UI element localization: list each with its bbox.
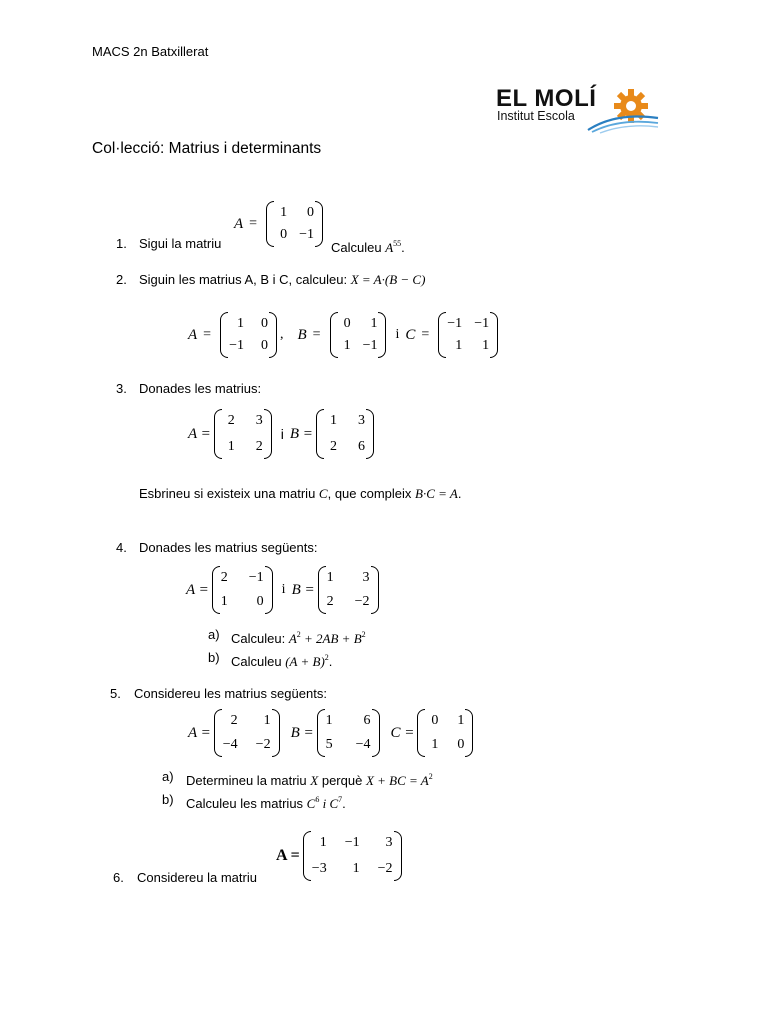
problem-1-number: 1. — [116, 236, 127, 251]
matrix-label: B — [297, 326, 307, 343]
conjunction: i — [280, 426, 284, 442]
problem-4a-text — [231, 627, 366, 647]
matrix-label: C — [405, 326, 416, 343]
matrix-cell: 1 — [263, 713, 271, 728]
matrix-b-grid — [316, 409, 374, 459]
matrix-cell: 6 — [357, 439, 365, 454]
matrix-cell: 6 — [363, 713, 371, 728]
problem-2-number: 2. — [116, 272, 127, 287]
subquestion-text: Determineu la matriu — [186, 773, 311, 788]
matrix-cell: 5 — [325, 737, 333, 752]
matrix-a-grid — [212, 566, 273, 614]
page-title: Col·lecció: Matrius i determinants — [92, 140, 322, 157]
problem-4b-text — [231, 650, 332, 670]
problem-2-text: Siguin les matrius A, B i C, calculeu: — [139, 272, 351, 287]
problem-5-text: Considereu les matrius següents: — [134, 686, 327, 701]
problem-5a-label: a) — [162, 769, 174, 784]
matrix-cell: −4 — [222, 737, 238, 752]
logo-subtitle: Institut Escola — [497, 109, 575, 123]
problem-1-text: Sigui la matriu — [139, 236, 222, 251]
matrix-label: A — [188, 326, 198, 343]
matrix-b-grid — [318, 566, 379, 614]
problem-3-number: 3. — [116, 381, 127, 396]
equals-sign: = — [203, 327, 212, 342]
problem-2-matrices — [188, 312, 501, 358]
ask-text: Calculeu — [331, 240, 382, 255]
matrix-a-grid — [214, 409, 272, 459]
formula-var: A — [385, 240, 394, 255]
matrix-c-grid — [438, 312, 498, 358]
conjunction: i — [395, 327, 400, 342]
matrix-cell: −1 — [299, 227, 314, 242]
problem-4b-label: b) — [208, 650, 220, 665]
matrix-cell: −2 — [354, 594, 370, 609]
matrix-a-grid — [220, 312, 277, 358]
formula-var: C — [306, 796, 316, 811]
matrix-cell: 1 — [319, 835, 327, 850]
matrix-cell: −1 — [229, 338, 244, 353]
matrix-a-grid — [214, 709, 280, 757]
matrix-cell: −1 — [362, 338, 378, 353]
problem-4a-label: a) — [208, 627, 220, 642]
matrix-cell: −1 — [447, 316, 463, 331]
matrix-label: A = — [276, 847, 300, 864]
matrix-cell: −3 — [311, 861, 327, 876]
problem-4-matrices — [186, 566, 382, 614]
matrix-cell: 1 — [326, 570, 334, 585]
exponent: 2 — [361, 630, 366, 639]
period: . — [328, 654, 333, 669]
matrix-cell: −1 — [474, 316, 490, 331]
matrix-c-grid — [417, 709, 473, 757]
matrix-cell: 1 — [352, 861, 360, 876]
problem-4-number: 4. — [116, 540, 127, 555]
matrix-label: A — [234, 215, 244, 232]
problem-5-number: 5. — [110, 686, 121, 701]
matrix-cell: −4 — [355, 737, 371, 752]
matrix-cell: −1 — [344, 835, 360, 850]
matrix-b-grid — [330, 312, 387, 358]
subquestion-text: Calculeu — [231, 654, 286, 669]
matrix-cell: 1 — [325, 713, 333, 728]
matrix-cell: 3 — [385, 835, 393, 850]
problem-1-matrix-a — [234, 202, 326, 246]
matrix-cell: 2 — [227, 413, 235, 428]
matrix-cell: −1 — [248, 570, 264, 585]
matrix-cell: 1 — [370, 316, 378, 331]
matrix-cell: 2 — [230, 713, 238, 728]
matrix-cell: 1 — [329, 413, 337, 428]
exponent: 2 — [296, 630, 301, 639]
period: . — [401, 240, 405, 255]
problem-3-question — [139, 486, 462, 502]
matrix-cell: 1 — [482, 338, 490, 353]
subquestion-text: Calculeu les matrius — [186, 796, 307, 811]
matrix-cell: 1 — [236, 316, 244, 331]
formula-part: i — [319, 796, 330, 811]
subquestion-text: Calculeu: — [231, 631, 289, 646]
wave-icon — [586, 110, 660, 134]
formula-var: X — [310, 773, 319, 788]
conjunction: i — [281, 582, 286, 597]
subquestion-text: perquè — [318, 773, 366, 788]
exponent: 2 — [324, 653, 329, 662]
matrix-cell: −2 — [377, 861, 393, 876]
formula-part: (A + B) — [285, 654, 325, 669]
matrix-cell: 1 — [455, 338, 463, 353]
exponent: 2 — [428, 772, 433, 781]
course-header: MACS 2n Batxillerat — [92, 44, 209, 59]
matrix-label: C = — [390, 724, 415, 741]
matrix-label: A = — [188, 724, 211, 741]
matrix-cell: 3 — [357, 413, 365, 428]
matrix-label: A = — [186, 581, 209, 598]
matrix-label: B = — [291, 581, 315, 598]
matrix-cell: 1 — [227, 439, 235, 454]
formula-part: X + BC = A — [365, 773, 429, 788]
matrix-cell: 0 — [280, 227, 288, 242]
matrix-cell: 0 — [260, 338, 268, 353]
problem-1-ask — [331, 236, 405, 256]
question-text: Esbrineu si existeix una matriu — [139, 486, 319, 501]
problem-3-matrices — [188, 408, 377, 460]
logo-name: EL MOLÍ — [496, 85, 597, 112]
matrix-b-grid — [317, 709, 380, 757]
question-text: , que compleix — [327, 486, 416, 501]
matrix-cell: 0 — [457, 737, 465, 752]
matrix-label: B = — [290, 724, 314, 741]
problem-5a-text — [186, 769, 433, 789]
matrix-grid — [303, 831, 402, 881]
matrix-cell: 2 — [220, 570, 228, 585]
matrix-cell: 2 — [329, 439, 337, 454]
matrix-cell: −2 — [255, 737, 271, 752]
matrix-grid — [266, 201, 323, 247]
matrix-cell: 0 — [256, 594, 264, 609]
formula-var: C — [318, 486, 328, 501]
exponent: 55 — [393, 239, 402, 248]
matrix-cell: 0 — [343, 316, 351, 331]
matrix-cell: 1 — [343, 338, 351, 353]
equals-sign: = — [421, 327, 430, 342]
matrix-cell: 2 — [326, 594, 334, 609]
exponent: 6 — [315, 795, 320, 804]
matrix-cell: 0 — [306, 205, 314, 220]
formula-part: A — [288, 631, 297, 646]
matrix-cell: 1 — [220, 594, 228, 609]
problem-5-matrices — [188, 708, 476, 758]
matrix-cell: 3 — [255, 413, 263, 428]
problem-6-text: Considereu la matriu — [137, 870, 257, 885]
problem-6-number: 6. — [113, 870, 124, 885]
formula-part: + 2AB + B — [300, 631, 362, 646]
matrix-cell: 0 — [431, 713, 439, 728]
formula: B·C = A — [415, 486, 458, 501]
problem-2-line — [139, 272, 425, 288]
problem-6-matrix-a — [276, 830, 405, 882]
matrix-cell: 3 — [362, 570, 370, 585]
matrix-cell: 2 — [255, 439, 263, 454]
matrix-label: B = — [289, 425, 313, 442]
problem-3-text: Donades les matrius: — [139, 381, 262, 396]
problem-2-formula: X = A·(B − C) — [350, 272, 426, 287]
comma: , — [279, 327, 284, 342]
matrix-cell: 1 — [280, 205, 288, 220]
exponent: 7 — [338, 795, 343, 804]
school-logo — [494, 84, 660, 134]
matrix-cell: 0 — [260, 316, 268, 331]
formula-var: C — [329, 796, 339, 811]
matrix-cell: 1 — [457, 713, 465, 728]
period: . — [457, 486, 462, 501]
problem-5b-label: b) — [162, 792, 174, 807]
matrix-label: A = — [188, 425, 211, 442]
period: . — [342, 796, 346, 811]
problem-5b-text — [186, 792, 346, 812]
equals-sign: = — [312, 327, 321, 342]
matrix-cell: 1 — [431, 737, 439, 752]
equals-sign: = — [249, 216, 258, 231]
problem-4-text: Donades les matrius següents: — [139, 540, 318, 555]
